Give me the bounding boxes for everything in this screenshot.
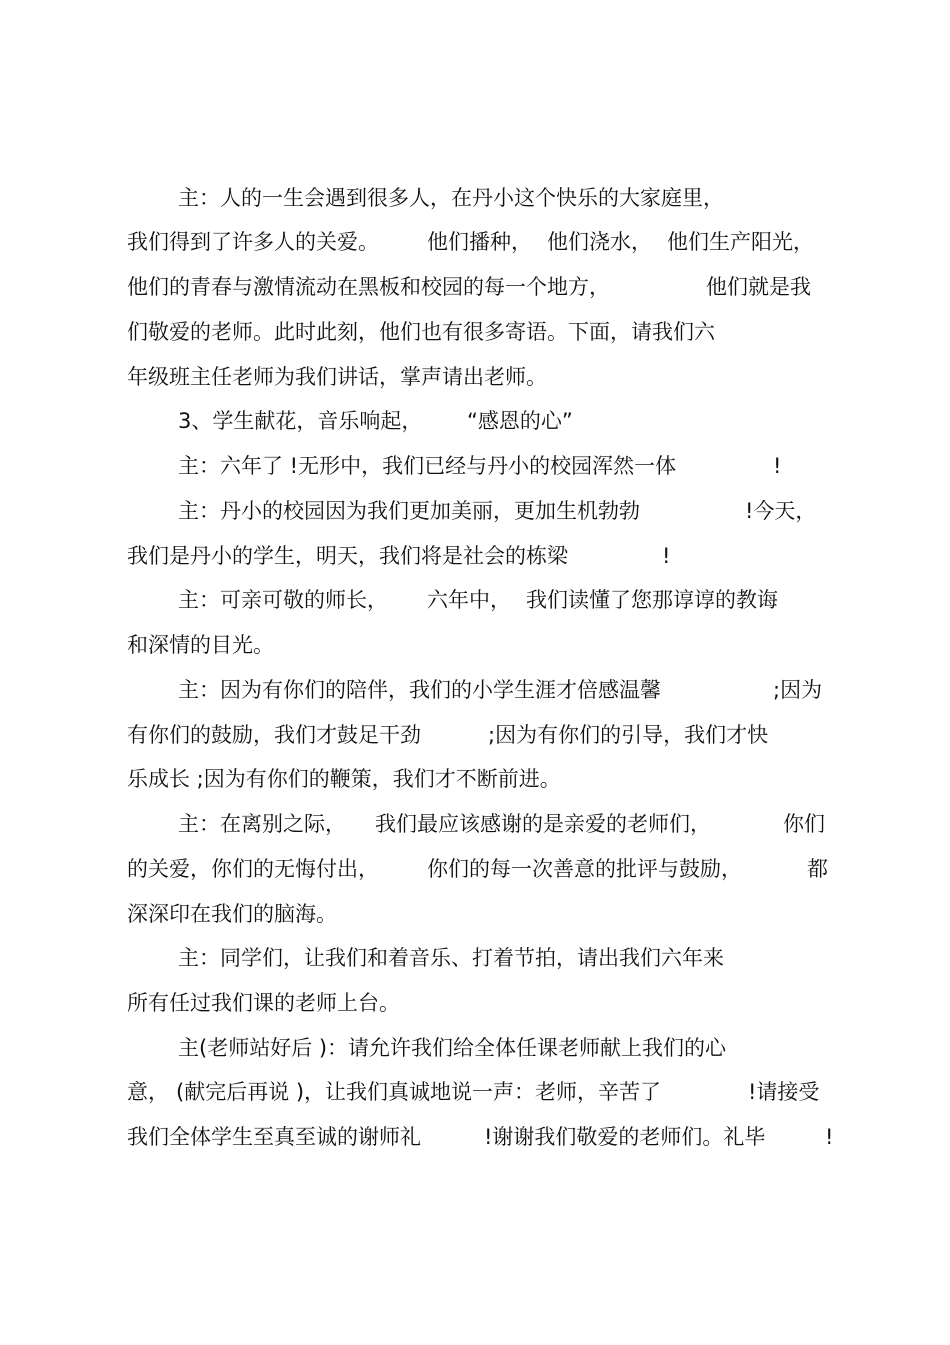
text-segment: 我们得到了许多人的关爱。 bbox=[127, 230, 379, 254]
text-line bbox=[0, 360, 950, 394]
text-segment: 乐成长 ;因为有你们的鞭策，我们才不断前进。 bbox=[127, 767, 561, 791]
text-line bbox=[0, 181, 950, 215]
text-segment: 他们就是我 bbox=[706, 275, 811, 299]
text-line bbox=[0, 673, 950, 707]
text-line bbox=[0, 1075, 950, 1109]
text-line bbox=[0, 539, 950, 573]
text-segment: 年级班主任老师为我们讲话，掌声请出老师。 bbox=[127, 365, 547, 389]
text-segment: 他们播种， bbox=[427, 230, 532, 254]
text-segment: 我们最应该感谢的是亲爱的老师们， bbox=[375, 812, 711, 836]
text-segment: 六年中， bbox=[427, 588, 511, 612]
text-line bbox=[0, 449, 950, 483]
text-segment: ! bbox=[773, 454, 782, 478]
text-segment: 主：在离别之际， bbox=[178, 812, 346, 836]
text-segment: 主(老师站好后 )：请允许我们给全体任课老师献上我们的心 bbox=[178, 1036, 727, 1060]
text-segment: 都 bbox=[807, 857, 828, 881]
text-segment: ! bbox=[662, 544, 671, 568]
text-segment: ! bbox=[825, 1125, 834, 1149]
text-segment: 主：丹小的校园因为我们更加美丽，更加生机勃勃 bbox=[178, 499, 640, 523]
text-segment: 主：六年了 !无形中，我们已经与丹小的校园浑然一体 bbox=[178, 454, 677, 478]
text-segment: !请接受 bbox=[748, 1080, 820, 1104]
text-segment: 主：因为有你们的陪伴，我们的小学生涯才倍感温馨 bbox=[178, 678, 661, 702]
text-line bbox=[0, 225, 950, 259]
text-line bbox=[0, 1031, 950, 1065]
text-segment: 我们是丹小的学生，明天，我们将是社会的栋梁 bbox=[127, 544, 568, 568]
text-segment: 们敬爱的老师。此时此刻，他们也有很多寄语。下面，请我们六 bbox=[127, 320, 715, 344]
text-line bbox=[0, 718, 950, 752]
text-segment: 意， bbox=[127, 1080, 169, 1104]
text-segment: “感恩的心” bbox=[467, 409, 573, 433]
text-segment: 主：人的一生会遇到很多人，在丹小这个快乐的大家庭里， bbox=[178, 186, 724, 210]
text-segment: 我们全体学生至真至诚的谢师礼 bbox=[127, 1125, 421, 1149]
text-segment: 主：可亲可敬的师长， bbox=[178, 588, 388, 612]
text-line bbox=[0, 404, 950, 438]
text-line bbox=[0, 270, 950, 304]
text-line bbox=[0, 628, 950, 662]
text-line bbox=[0, 315, 950, 349]
text-line bbox=[0, 807, 950, 841]
text-segment: 他们生产阳光， bbox=[667, 230, 814, 254]
text-segment: 3、学生献花，音乐响起， bbox=[178, 409, 423, 433]
text-segment: ;因为有你们的引导，我们才快 bbox=[488, 723, 769, 747]
text-segment: !今天， bbox=[745, 499, 817, 523]
text-segment: 深深印在我们的脑海。 bbox=[127, 902, 337, 926]
text-segment: 主：同学们，让我们和着音乐、打着节拍，请出我们六年来 bbox=[178, 946, 724, 970]
text-segment: (献完后再说 )，让我们真诚地说一声：老师，辛苦了 bbox=[176, 1080, 662, 1104]
text-segment: !谢谢我们敬爱的老师们。礼毕 bbox=[484, 1125, 766, 1149]
text-line bbox=[0, 583, 950, 617]
text-line bbox=[0, 1120, 950, 1154]
text-segment: 有你们的鼓励，我们才鼓足干劲 bbox=[127, 723, 421, 747]
text-segment: 他们的青春与激情流动在黑板和校园的每一个地方， bbox=[127, 275, 610, 299]
text-segment: 你们 bbox=[783, 812, 825, 836]
text-line bbox=[0, 494, 950, 528]
text-segment: 和深情的目光。 bbox=[127, 633, 274, 657]
text-line bbox=[0, 852, 950, 886]
text-segment: 所有任过我们课的老师上台。 bbox=[127, 991, 400, 1015]
text-segment: 你们的每一次善意的批评与鼓励， bbox=[427, 857, 742, 881]
text-line bbox=[0, 941, 950, 975]
text-segment: ;因为 bbox=[773, 678, 823, 702]
text-line bbox=[0, 762, 950, 796]
text-segment: 他们浇水， bbox=[547, 230, 652, 254]
text-line bbox=[0, 986, 950, 1020]
text-line bbox=[0, 897, 950, 931]
text-segment: 的关爱，你们的无悔付出， bbox=[127, 857, 379, 881]
text-segment: 我们读懂了您那谆谆的教诲 bbox=[526, 588, 778, 612]
